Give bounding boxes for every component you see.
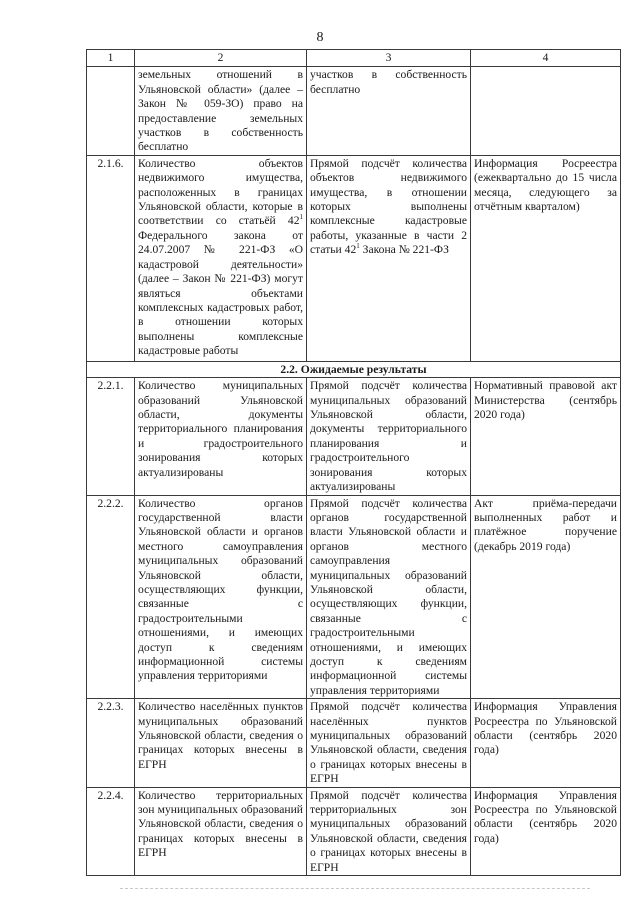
method-cell: Прямой подсчёт количества населённых пунктов муниципальных образований Ульяновской области, сведения о границах которых внесены в ЕГРН [307, 699, 471, 787]
method-text: Прямой подсчёт количества объектов недвижимого имущества, в отношении которых выполнены комплексные кадастровые работы, указанные в части 2 статьи 42 [310, 156, 467, 257]
section-title: 2.2. Ожидаемые результаты [87, 361, 621, 377]
superscript: 1 [356, 242, 360, 251]
method-cell: Прямой подсчёт количества органов государственной власти Ульяновской области и органов местного самоуправления муниципальных образований Ульяновской области, осуществляющих функции, связанные с градостроительными отношениями, и имеющих доступ к сведениям информационной системы управления территориями [307, 495, 471, 699]
indicator-text-cont: Федерального закона от 24.07.2007 № 221-ФЗ «О кадастровой деятельности» (далее – Закон № 221-ФЗ) могут являться объектами комплексных кадастровых работ, в отношении которых выполнены комплексные кадастровые работы [138, 228, 303, 358]
table-row [87, 155, 621, 361]
source-cell: Информация Управления Росреестра по Ульяновской области (сентябрь 2020 года) [471, 787, 621, 875]
indicator-cell: земельных отношений в Ульяновской области» (далее – Закон № 059-ЗО) право на предоставление земельных участков в собственность бесплатно [135, 67, 307, 155]
header-col-4: 4 [471, 50, 621, 67]
indicators-table [86, 49, 621, 876]
indicator-cell: Количество органов государственной власти Ульяновской области и органов местного самоуправления муниципальных образований Ульяновской области, осуществляющих функции, связанные с градостроительными отношениями, и имеющих доступ к сведениям информационной системы управления территориями [135, 495, 307, 699]
table-header-row [87, 50, 621, 67]
source-cell: Нормативный правовой акт Министерства (сентябрь 2020 года) [471, 378, 621, 495]
indicator-cell [135, 155, 307, 361]
table-row [87, 495, 621, 699]
header-col-1: 1 [87, 50, 135, 67]
row-number: 2.2.3. [87, 699, 135, 787]
header-col-3: 3 [307, 50, 471, 67]
table-row [87, 699, 621, 787]
superscript: 1 [299, 213, 303, 222]
section-row [87, 361, 621, 377]
method-cell [307, 155, 471, 361]
row-number: 2.2.1. [87, 378, 135, 495]
table-row [87, 787, 621, 875]
page-number: 8 [316, 30, 324, 45]
method-cell: Прямой подсчёт количества территориальных зон муниципальных образований Ульяновской области, сведения о границах которых внесены в ЕГРН [307, 787, 471, 875]
indicator-text: Количество объектов недвижимого имущества, расположенных в границах Ульяновской области, которые в соответствии со статьёй 42 [138, 156, 303, 228]
row-number: 2.2.4. [87, 787, 135, 875]
source-cell [471, 67, 621, 155]
method-cell: Прямой подсчёт количества муниципальных образований Ульяновской области, документы территориального планирования и градостроительного зонирования которых актуализированы [307, 378, 471, 495]
row-number [87, 67, 135, 155]
method-cell: участков в собственность бесплатно [307, 67, 471, 155]
indicator-cell: Количество населённых пунктов муниципальных образований Ульяновской области, сведения о границах которых внесены в ЕГРН [135, 699, 307, 787]
table-row [87, 67, 621, 155]
row-number: 2.2.2. [87, 495, 135, 699]
indicator-cell: Количество территориальных зон муниципальных образований Ульяновской области, сведения о границах которых внесены в ЕГРН [135, 787, 307, 875]
source-cell: Информация Росреестра (ежеквартально до 15 числа месяца, следующего за отчётным кварталом) [471, 155, 621, 361]
source-cell: Акт приёма-передачи выполненных работ и платёжное поручение (декабрь 2019 года) [471, 495, 621, 699]
scan-edge-mark [120, 888, 590, 889]
table-row [87, 378, 621, 495]
row-number: 2.1.6. [87, 155, 135, 361]
source-cell: Информация Управления Росреестра по Ульяновской области (сентябрь 2020 года) [471, 699, 621, 787]
indicator-cell: Количество муниципальных образований Ульяновской области, документы территориального планирования и градостроительного зонирования которых актуализированы [135, 378, 307, 495]
method-text-cont: Закона № 221-ФЗ [359, 243, 449, 257]
header-col-2: 2 [135, 50, 307, 67]
